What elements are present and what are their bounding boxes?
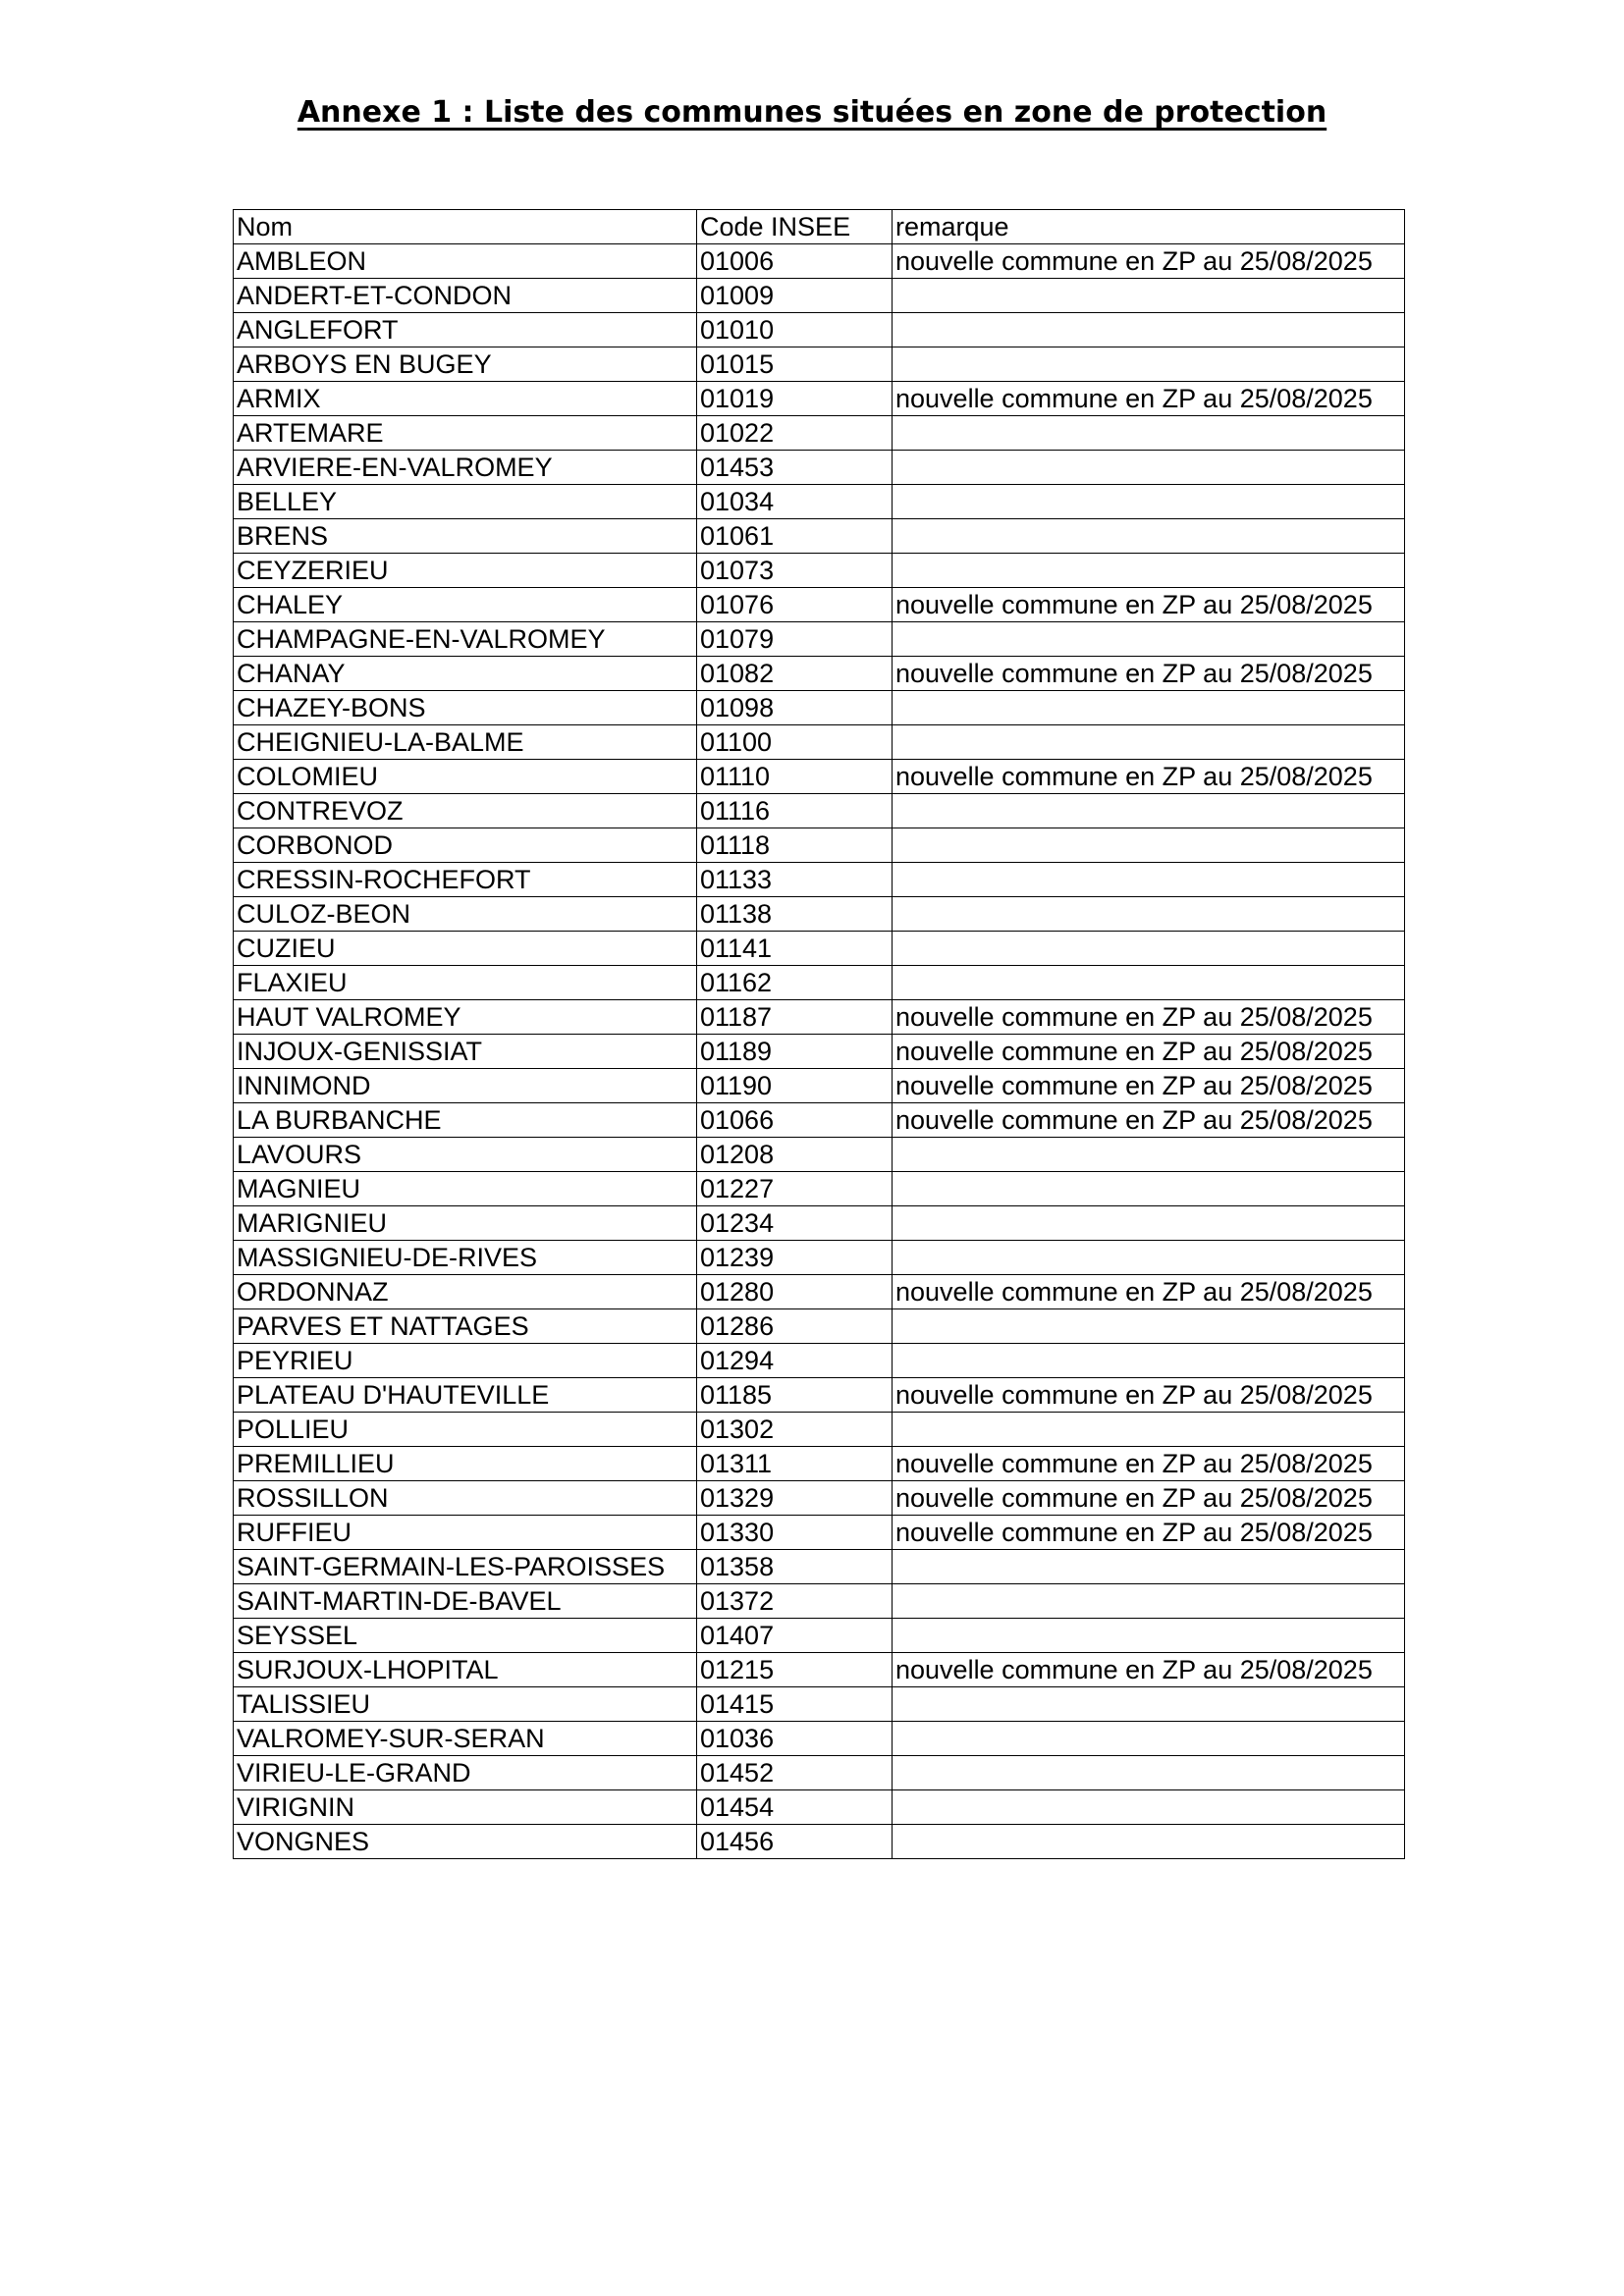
cell-nom: CRESSIN-ROCHEFORT bbox=[234, 863, 697, 897]
cell-nom: RUFFIEU bbox=[234, 1516, 697, 1550]
cell-remarque bbox=[893, 1550, 1405, 1584]
table-row bbox=[234, 1687, 1405, 1722]
page-title: Annexe 1 : Liste des communes situées en zone de protection bbox=[297, 95, 1327, 130]
cell-nom: ARVIERE-EN-VALROMEY bbox=[234, 451, 697, 485]
cell-remarque bbox=[893, 347, 1405, 382]
table-row bbox=[234, 1653, 1405, 1687]
cell-code-insee: 01311 bbox=[697, 1447, 893, 1481]
table-row bbox=[234, 347, 1405, 382]
cell-code-insee: 01453 bbox=[697, 451, 893, 485]
table-row bbox=[234, 828, 1405, 863]
cell-nom: POLLIEU bbox=[234, 1413, 697, 1447]
cell-remarque bbox=[893, 1825, 1405, 1859]
cell-remarque bbox=[893, 1241, 1405, 1275]
cell-nom: FLAXIEU bbox=[234, 966, 697, 1000]
header-code-insee: Code INSEE bbox=[697, 210, 893, 244]
table-row bbox=[234, 1722, 1405, 1756]
table-row bbox=[234, 382, 1405, 416]
communes-table bbox=[233, 209, 1405, 1859]
table-row bbox=[234, 1172, 1405, 1206]
table-row bbox=[234, 1481, 1405, 1516]
cell-code-insee: 01082 bbox=[697, 657, 893, 691]
table-row bbox=[234, 1378, 1405, 1413]
cell-remarque: nouvelle commune en ZP au 25/08/2025 bbox=[893, 244, 1405, 279]
cell-remarque bbox=[893, 1172, 1405, 1206]
cell-code-insee: 01208 bbox=[697, 1138, 893, 1172]
cell-remarque bbox=[893, 1687, 1405, 1722]
table-row bbox=[234, 966, 1405, 1000]
cell-remarque bbox=[893, 554, 1405, 588]
cell-remarque bbox=[893, 313, 1405, 347]
cell-code-insee: 01098 bbox=[697, 691, 893, 725]
header-nom: Nom bbox=[234, 210, 697, 244]
cell-code-insee: 01061 bbox=[697, 519, 893, 554]
cell-remarque bbox=[893, 416, 1405, 451]
cell-nom: MASSIGNIEU-DE-RIVES bbox=[234, 1241, 697, 1275]
cell-nom: MARIGNIEU bbox=[234, 1206, 697, 1241]
cell-code-insee: 01010 bbox=[697, 313, 893, 347]
cell-code-insee: 01015 bbox=[697, 347, 893, 382]
cell-remarque: nouvelle commune en ZP au 25/08/2025 bbox=[893, 588, 1405, 622]
cell-remarque bbox=[893, 1413, 1405, 1447]
cell-remarque bbox=[893, 279, 1405, 313]
cell-code-insee: 01452 bbox=[697, 1756, 893, 1790]
cell-remarque bbox=[893, 485, 1405, 519]
cell-code-insee: 01187 bbox=[697, 1000, 893, 1035]
cell-remarque: nouvelle commune en ZP au 25/08/2025 bbox=[893, 1103, 1405, 1138]
cell-nom: INJOUX-GENISSIAT bbox=[234, 1035, 697, 1069]
cell-code-insee: 01239 bbox=[697, 1241, 893, 1275]
cell-nom: BELLEY bbox=[234, 485, 697, 519]
table-row bbox=[234, 622, 1405, 657]
cell-nom: ROSSILLON bbox=[234, 1481, 697, 1516]
cell-nom: COLOMIEU bbox=[234, 760, 697, 794]
table-row bbox=[234, 657, 1405, 691]
cell-nom: AMBLEON bbox=[234, 244, 697, 279]
header-remarque: remarque bbox=[893, 210, 1405, 244]
cell-nom: ARMIX bbox=[234, 382, 697, 416]
cell-code-insee: 01073 bbox=[697, 554, 893, 588]
cell-remarque bbox=[893, 519, 1405, 554]
cell-code-insee: 01454 bbox=[697, 1790, 893, 1825]
table-row bbox=[234, 691, 1405, 725]
cell-nom: CEYZERIEU bbox=[234, 554, 697, 588]
table-row bbox=[234, 1309, 1405, 1344]
table-row bbox=[234, 1241, 1405, 1275]
cell-remarque bbox=[893, 932, 1405, 966]
table-row bbox=[234, 588, 1405, 622]
cell-nom: CORBONOD bbox=[234, 828, 697, 863]
cell-nom: SEYSSEL bbox=[234, 1619, 697, 1653]
cell-nom: BRENS bbox=[234, 519, 697, 554]
cell-nom: LAVOURS bbox=[234, 1138, 697, 1172]
cell-code-insee: 01110 bbox=[697, 760, 893, 794]
cell-remarque bbox=[893, 1790, 1405, 1825]
cell-nom: VALROMEY-SUR-SERAN bbox=[234, 1722, 697, 1756]
cell-code-insee: 01118 bbox=[697, 828, 893, 863]
table-header-row bbox=[234, 210, 1405, 244]
cell-nom: CHAZEY-BONS bbox=[234, 691, 697, 725]
cell-nom: SAINT-MARTIN-DE-BAVEL bbox=[234, 1584, 697, 1619]
table-row bbox=[234, 1413, 1405, 1447]
table-row bbox=[234, 416, 1405, 451]
cell-code-insee: 01329 bbox=[697, 1481, 893, 1516]
cell-code-insee: 01215 bbox=[697, 1653, 893, 1687]
cell-code-insee: 01076 bbox=[697, 588, 893, 622]
cell-nom: ARTEMARE bbox=[234, 416, 697, 451]
cell-nom: CULOZ-BEON bbox=[234, 897, 697, 932]
cell-code-insee: 01456 bbox=[697, 1825, 893, 1859]
table-row bbox=[234, 1516, 1405, 1550]
cell-nom: CHAMPAGNE-EN-VALROMEY bbox=[234, 622, 697, 657]
table-row bbox=[234, 1138, 1405, 1172]
table-row bbox=[234, 1550, 1405, 1584]
cell-nom: PEYRIEU bbox=[234, 1344, 697, 1378]
cell-remarque bbox=[893, 691, 1405, 725]
cell-code-insee: 01302 bbox=[697, 1413, 893, 1447]
cell-remarque bbox=[893, 897, 1405, 932]
cell-nom: PLATEAU D'HAUTEVILLE bbox=[234, 1378, 697, 1413]
cell-remarque: nouvelle commune en ZP au 25/08/2025 bbox=[893, 657, 1405, 691]
cell-remarque bbox=[893, 1138, 1405, 1172]
table-row bbox=[234, 932, 1405, 966]
table-row bbox=[234, 1275, 1405, 1309]
cell-code-insee: 01141 bbox=[697, 932, 893, 966]
cell-remarque bbox=[893, 1756, 1405, 1790]
cell-code-insee: 01294 bbox=[697, 1344, 893, 1378]
table-row bbox=[234, 1619, 1405, 1653]
cell-remarque: nouvelle commune en ZP au 25/08/2025 bbox=[893, 1275, 1405, 1309]
cell-remarque: nouvelle commune en ZP au 25/08/2025 bbox=[893, 1378, 1405, 1413]
cell-code-insee: 01330 bbox=[697, 1516, 893, 1550]
cell-code-insee: 01079 bbox=[697, 622, 893, 657]
cell-code-insee: 01022 bbox=[697, 416, 893, 451]
cell-nom: CUZIEU bbox=[234, 932, 697, 966]
cell-nom: MAGNIEU bbox=[234, 1172, 697, 1206]
cell-remarque: nouvelle commune en ZP au 25/08/2025 bbox=[893, 382, 1405, 416]
cell-remarque bbox=[893, 1722, 1405, 1756]
cell-nom: ORDONNAZ bbox=[234, 1275, 697, 1309]
table-row bbox=[234, 1344, 1405, 1378]
table-row bbox=[234, 519, 1405, 554]
cell-code-insee: 01100 bbox=[697, 725, 893, 760]
cell-remarque bbox=[893, 1206, 1405, 1241]
cell-remarque bbox=[893, 622, 1405, 657]
cell-nom: LA BURBANCHE bbox=[234, 1103, 697, 1138]
table-row bbox=[234, 863, 1405, 897]
cell-remarque: nouvelle commune en ZP au 25/08/2025 bbox=[893, 1481, 1405, 1516]
cell-remarque: nouvelle commune en ZP au 25/08/2025 bbox=[893, 760, 1405, 794]
cell-code-insee: 01286 bbox=[697, 1309, 893, 1344]
table-row bbox=[234, 1000, 1405, 1035]
cell-remarque bbox=[893, 1344, 1405, 1378]
cell-remarque bbox=[893, 828, 1405, 863]
cell-nom: CHEIGNIEU-LA-BALME bbox=[234, 725, 697, 760]
table-row bbox=[234, 760, 1405, 794]
cell-nom: INNIMOND bbox=[234, 1069, 697, 1103]
cell-code-insee: 01234 bbox=[697, 1206, 893, 1241]
cell-nom: VIRIEU-LE-GRAND bbox=[234, 1756, 697, 1790]
table-row bbox=[234, 279, 1405, 313]
table-row bbox=[234, 1790, 1405, 1825]
table-row bbox=[234, 554, 1405, 588]
cell-nom: PREMILLIEU bbox=[234, 1447, 697, 1481]
cell-code-insee: 01066 bbox=[697, 1103, 893, 1138]
table-body bbox=[234, 210, 1405, 1859]
table-row bbox=[234, 1584, 1405, 1619]
cell-nom: VIRIGNIN bbox=[234, 1790, 697, 1825]
cell-remarque bbox=[893, 794, 1405, 828]
cell-nom: ARBOYS EN BUGEY bbox=[234, 347, 697, 382]
cell-code-insee: 01227 bbox=[697, 1172, 893, 1206]
table-row bbox=[234, 1206, 1405, 1241]
cell-nom: VONGNES bbox=[234, 1825, 697, 1859]
cell-code-insee: 01036 bbox=[697, 1722, 893, 1756]
cell-nom: PARVES ET NATTAGES bbox=[234, 1309, 697, 1344]
table-row bbox=[234, 244, 1405, 279]
cell-code-insee: 01372 bbox=[697, 1584, 893, 1619]
table-row bbox=[234, 313, 1405, 347]
cell-code-insee: 01116 bbox=[697, 794, 893, 828]
table-row bbox=[234, 1447, 1405, 1481]
cell-remarque bbox=[893, 725, 1405, 760]
cell-remarque: nouvelle commune en ZP au 25/08/2025 bbox=[893, 1069, 1405, 1103]
table-row bbox=[234, 794, 1405, 828]
cell-code-insee: 01019 bbox=[697, 382, 893, 416]
cell-code-insee: 01415 bbox=[697, 1687, 893, 1722]
cell-remarque: nouvelle commune en ZP au 25/08/2025 bbox=[893, 1447, 1405, 1481]
cell-nom: CHANAY bbox=[234, 657, 697, 691]
cell-remarque bbox=[893, 863, 1405, 897]
table-row bbox=[234, 725, 1405, 760]
cell-code-insee: 01006 bbox=[697, 244, 893, 279]
table-row bbox=[234, 1035, 1405, 1069]
cell-nom: CONTREVOZ bbox=[234, 794, 697, 828]
cell-code-insee: 01034 bbox=[697, 485, 893, 519]
cell-remarque: nouvelle commune en ZP au 25/08/2025 bbox=[893, 1000, 1405, 1035]
cell-remarque bbox=[893, 1584, 1405, 1619]
cell-nom: HAUT VALROMEY bbox=[234, 1000, 697, 1035]
cell-code-insee: 01138 bbox=[697, 897, 893, 932]
table-row bbox=[234, 1069, 1405, 1103]
table-row bbox=[234, 485, 1405, 519]
cell-remarque bbox=[893, 966, 1405, 1000]
cell-code-insee: 01407 bbox=[697, 1619, 893, 1653]
table-row bbox=[234, 1825, 1405, 1859]
cell-nom: ANDERT-ET-CONDON bbox=[234, 279, 697, 313]
table-row bbox=[234, 1103, 1405, 1138]
cell-remarque bbox=[893, 451, 1405, 485]
cell-remarque bbox=[893, 1619, 1405, 1653]
cell-code-insee: 01190 bbox=[697, 1069, 893, 1103]
table-row bbox=[234, 451, 1405, 485]
cell-nom: SURJOUX-LHOPITAL bbox=[234, 1653, 697, 1687]
cell-nom: TALISSIEU bbox=[234, 1687, 697, 1722]
cell-remarque bbox=[893, 1309, 1405, 1344]
cell-code-insee: 01009 bbox=[697, 279, 893, 313]
cell-code-insee: 01189 bbox=[697, 1035, 893, 1069]
cell-nom: ANGLEFORT bbox=[234, 313, 697, 347]
cell-remarque: nouvelle commune en ZP au 25/08/2025 bbox=[893, 1035, 1405, 1069]
cell-remarque: nouvelle commune en ZP au 25/08/2025 bbox=[893, 1653, 1405, 1687]
cell-remarque: nouvelle commune en ZP au 25/08/2025 bbox=[893, 1516, 1405, 1550]
cell-nom: SAINT-GERMAIN-LES-PAROISSES bbox=[234, 1550, 697, 1584]
cell-code-insee: 01162 bbox=[697, 966, 893, 1000]
cell-nom: CHALEY bbox=[234, 588, 697, 622]
cell-code-insee: 01358 bbox=[697, 1550, 893, 1584]
cell-code-insee: 01133 bbox=[697, 863, 893, 897]
table-row bbox=[234, 1756, 1405, 1790]
cell-code-insee: 01185 bbox=[697, 1378, 893, 1413]
cell-code-insee: 01280 bbox=[697, 1275, 893, 1309]
table-row bbox=[234, 897, 1405, 932]
